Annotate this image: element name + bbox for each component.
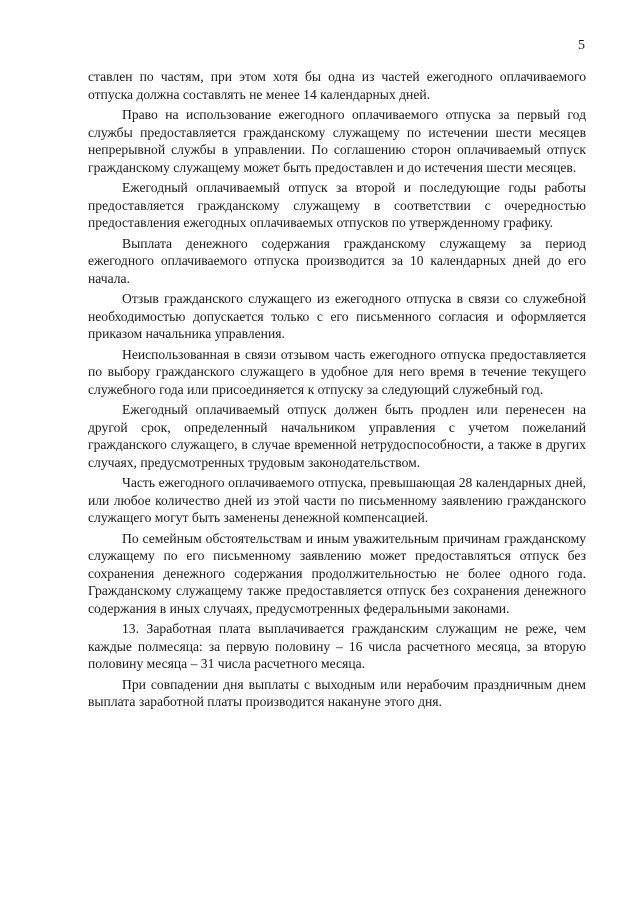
paragraph: Часть ежегодного оплачиваемого отпуска, превышающая 28 календарных дней, или любое количество дней из этой части по письменному заявлению гражданского служащего могут быть заменены денежной компенсацией.	[88, 475, 586, 525]
paragraph: Ежегодный оплачиваемый отпуск должен быть продлен или перенесен на другой срок, определенный начальником управления с учетом пожеланий гражданского служащего, в случае временной нетрудоспособности, а также в других случаях, предусмотренных трудовым законодательством.	[88, 402, 586, 470]
paragraph: При совпадении дня выплаты с выходным или нерабочим праздничным днем выплата заработной платы производится накануне этого дня.	[88, 676, 586, 709]
paragraph: 13. Заработная плата выплачивается гражданским служащим не реже, чем каждые полмесяца: за первую половину – 16 числа расчетного месяца, за вторую половину месяца – 31 числа расчетного месяца.	[88, 621, 586, 671]
paragraph: Выплата денежного содержания гражданскому служащему за период ежегодного оплачиваемого отпуска производится за 10 календарных дней до его начала.	[88, 235, 586, 286]
paragraph: Отзыв гражданского служащего из ежегодного отпуска в связи со служебной необходимостью допускается только с его письменного согласия и оформляется приказом начальника управления.	[88, 291, 586, 341]
paragraph: По семейным обстоятельствам и иным уважительным причинам гражданскому служащему по его письменному заявлению может предоставляться отпуск без сохранения денежного содержания продолжительностью не более одного года. Гражданскому служащему также предоставляется отпуск без сохранения денежного содержания в иных случаях, предусмотренных федеральными законами.	[88, 530, 586, 616]
paragraph: Право на использование ежегодного оплачиваемого отпуска за первый год службы предоставляется гражданскому служащему по истечении шести месяцев непрерывной службы в управлении. По соглашению сторон оплачиваемый отпуск гражданскому служащему может быть предоставлен и до истечения шести месяцев.	[88, 107, 586, 175]
paragraph: ставлен по частям, при этом хотя бы одна из частей ежегодного оплачиваемого отпуска должна составлять не менее 14 календарных дней.	[88, 69, 586, 102]
paragraph: Неиспользованная в связи отзывом часть ежегодного отпуска предоставляется по выбору гражданского служащего в удобное для него время в течение текущего служебного года или присоединяется к отпуску за следующий служебный год.	[88, 346, 586, 397]
paragraph: Ежегодный оплачиваемый отпуск за второй и последующие годы работы предоставляется гражданскому служащему в соответствии с очередностью предоставления ежегодных оплачиваемых отпусков по утвержденному графику.	[88, 180, 586, 230]
page-number: 5	[578, 38, 585, 53]
document-body	[88, 68, 586, 714]
